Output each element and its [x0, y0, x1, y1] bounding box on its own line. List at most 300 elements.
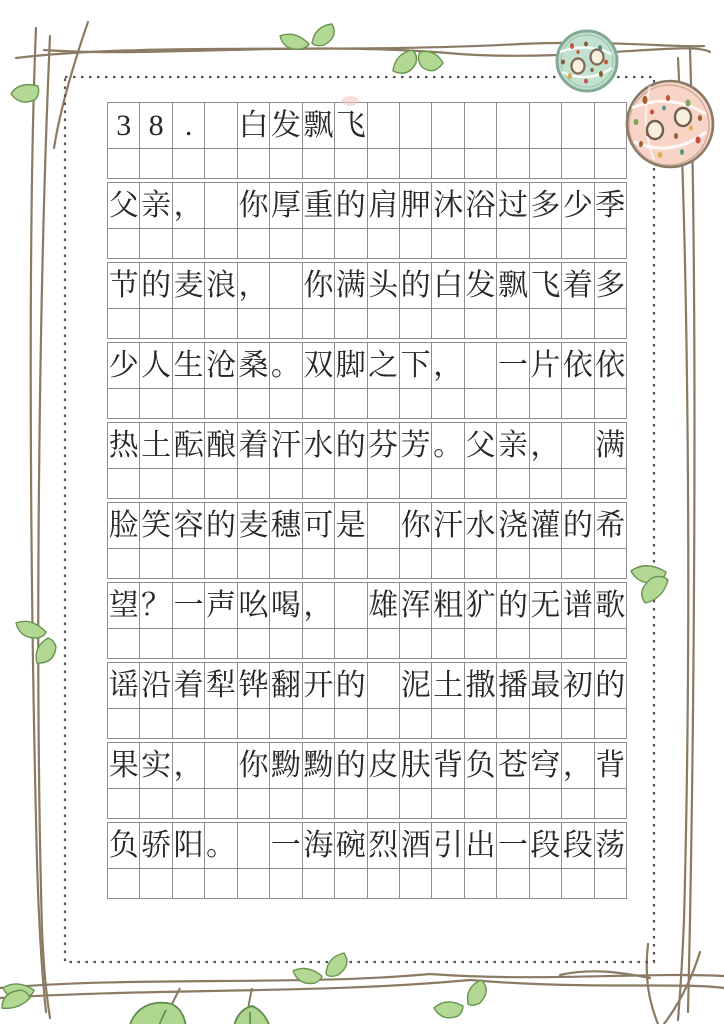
big-leaf-icon — [233, 1006, 273, 1024]
text-row — [107, 582, 627, 627]
grid-cell-empty — [562, 147, 594, 179]
grid-cell-empty — [205, 103, 237, 149]
grid-line-unit — [107, 662, 627, 739]
grid-cell: 容 — [173, 503, 205, 549]
grid-cell: 桑 — [238, 343, 270, 389]
grid-cell-empty — [205, 867, 237, 899]
grid-cell-empty — [303, 307, 335, 339]
bottom-leaf-icon — [434, 1002, 463, 1018]
writing-grid — [107, 102, 627, 899]
grid-cell: 白 — [238, 103, 270, 149]
grid-cell: 开 — [303, 663, 335, 709]
grid-cell: 满 — [595, 423, 627, 469]
grid-cell-empty — [173, 147, 205, 179]
grid-cell: 沐 — [432, 183, 464, 229]
grid-cell-empty — [562, 707, 594, 739]
grid-cell: 段 — [562, 823, 594, 869]
grid-cell: 骄 — [140, 823, 172, 869]
grid-line-unit — [107, 262, 627, 339]
grid-cell: 你 — [238, 183, 270, 229]
grid-cell-empty — [205, 147, 237, 179]
grid-cell: 多 — [530, 183, 562, 229]
grid-cell: 犁 — [205, 663, 237, 709]
grid-cell-empty — [432, 103, 464, 149]
grid-cell-empty — [497, 707, 529, 739]
grid-cell-empty — [595, 547, 627, 579]
grid-cell-empty — [108, 227, 140, 259]
grid-cell-empty — [497, 787, 529, 819]
mint-button-icon — [557, 31, 617, 91]
grid-cell-empty — [432, 467, 464, 499]
grid-cell-empty — [595, 467, 627, 499]
grid-cell: 阳 — [173, 823, 205, 869]
grid-cell: 沧 — [205, 343, 237, 389]
text-row — [107, 822, 627, 867]
grid-cell-empty — [530, 467, 562, 499]
grid-cell: 的 — [335, 743, 367, 789]
grid-cell: 着 — [562, 263, 594, 309]
grid-cell-empty — [238, 227, 270, 259]
spacer-row — [107, 307, 627, 339]
grid-cell-empty — [432, 387, 464, 419]
grid-cell: 飘 — [497, 263, 529, 309]
grid-cell-empty — [238, 787, 270, 819]
grid-cell: 头 — [368, 263, 400, 309]
grid-cell-empty — [595, 707, 627, 739]
grid-cell-empty — [497, 147, 529, 179]
grid-cell-empty — [270, 787, 302, 819]
grid-cell-empty — [465, 307, 497, 339]
grid-cell: 满 — [335, 263, 367, 309]
grid-cell-empty — [303, 627, 335, 659]
grid-cell: 无 — [530, 583, 562, 629]
bottom-vine — [0, 944, 724, 1024]
grid-cell-empty — [432, 547, 464, 579]
grid-cell-empty — [108, 387, 140, 419]
grid-cell-empty — [108, 307, 140, 339]
grid-cell: 依 — [595, 343, 627, 389]
grid-cell-empty — [205, 787, 237, 819]
grid-cell-empty — [497, 547, 529, 579]
grid-cell-empty — [303, 867, 335, 899]
top-leaf-icon — [393, 50, 417, 73]
grid-cell: ， — [238, 263, 270, 309]
grid-cell: 依 — [562, 343, 594, 389]
grid-cell: 皮 — [368, 743, 400, 789]
grid-cell-empty — [562, 467, 594, 499]
grid-cell-empty — [140, 227, 172, 259]
grid-cell-empty — [303, 547, 335, 579]
text-row — [107, 182, 627, 227]
grid-cell: 热 — [108, 423, 140, 469]
grid-cell-empty — [595, 867, 627, 899]
grid-cell-empty — [432, 147, 464, 179]
grid-cell-empty — [205, 707, 237, 739]
bottom-leaf-icon — [293, 968, 322, 983]
grid-cell-empty — [400, 707, 432, 739]
big-leaf-icon — [128, 1003, 186, 1024]
grid-cell: 肩 — [368, 183, 400, 229]
text-row — [107, 662, 627, 707]
grid-cell: 土 — [140, 423, 172, 469]
grid-cell-empty — [173, 227, 205, 259]
grid-cell-empty — [465, 707, 497, 739]
grid-cell: 出 — [465, 823, 497, 869]
grid-cell: ， — [432, 343, 464, 389]
grid-cell-empty — [238, 467, 270, 499]
grid-cell-empty — [205, 467, 237, 499]
grid-cell: 着 — [238, 423, 270, 469]
grid-cell-empty — [400, 787, 432, 819]
grid-cell-empty — [400, 147, 432, 179]
grid-cell: ， — [173, 743, 205, 789]
grid-cell-empty — [108, 627, 140, 659]
grid-cell-empty — [335, 387, 367, 419]
grid-cell-empty — [368, 103, 400, 149]
grid-cell-empty — [497, 627, 529, 659]
mint-button-speckles — [561, 42, 608, 84]
grid-cell: 你 — [238, 743, 270, 789]
grid-cell-empty — [400, 227, 432, 259]
pink-button-speckles — [634, 95, 703, 158]
grid-cell-empty — [465, 867, 497, 899]
grid-cell: ， — [303, 583, 335, 629]
grid-cell-empty — [465, 547, 497, 579]
grid-cell-empty — [595, 103, 627, 149]
grid-cell: 酒 — [400, 823, 432, 869]
grid-cell-empty — [562, 627, 594, 659]
top-leaf-icon — [418, 51, 443, 70]
grid-cell: 穗 — [270, 503, 302, 549]
grid-cell-empty — [205, 547, 237, 579]
grid-cell-empty — [368, 227, 400, 259]
spacer-row — [107, 227, 627, 259]
grid-cell: 发 — [465, 263, 497, 309]
grid-cell: 麦 — [238, 503, 270, 549]
grid-cell: 歌 — [595, 583, 627, 629]
grid-cell: 声 — [205, 583, 237, 629]
grid-cell: 生 — [173, 343, 205, 389]
grid-cell: 亲 — [497, 423, 529, 469]
grid-cell-empty — [140, 547, 172, 579]
grid-cell-empty — [173, 547, 205, 579]
grid-cell-empty — [368, 547, 400, 579]
grid-cell-empty — [205, 227, 237, 259]
grid-cell-empty — [595, 227, 627, 259]
grid-cell-empty — [562, 307, 594, 339]
grid-cell: 浑 — [400, 583, 432, 629]
grid-cell-empty — [270, 147, 302, 179]
grid-cell-empty — [335, 467, 367, 499]
right-leaf-icon — [631, 566, 666, 583]
grid-cell-empty — [270, 387, 302, 419]
grid-cell-empty — [465, 103, 497, 149]
grid-cell-empty — [530, 547, 562, 579]
grid-cell: 的 — [335, 183, 367, 229]
grid-cell-empty — [140, 867, 172, 899]
grid-line-unit — [107, 822, 627, 899]
grid-cell-empty — [108, 707, 140, 739]
grid-cell-empty — [432, 307, 464, 339]
grid-cell: 多 — [595, 263, 627, 309]
right-leaf-icon — [642, 576, 668, 603]
grid-cell: 粗 — [432, 583, 464, 629]
grid-cell-empty — [270, 547, 302, 579]
bottom-leaf-icon — [2, 990, 30, 1008]
bottom-leaf-icon — [3, 984, 34, 999]
grid-cell-empty — [140, 467, 172, 499]
grid-line-unit — [107, 582, 627, 659]
grid-cell-empty — [530, 867, 562, 899]
grid-cell-empty — [238, 147, 270, 179]
spacer-row — [107, 787, 627, 819]
grid-cell: 飞 — [335, 103, 367, 149]
grid-cell: 浴 — [465, 183, 497, 229]
grid-cell-empty — [238, 627, 270, 659]
grid-cell-empty — [400, 387, 432, 419]
text-row — [107, 502, 627, 547]
grid-cell: 海 — [303, 823, 335, 869]
spacer-row — [107, 467, 627, 499]
pink-button-icon — [627, 81, 713, 167]
grid-cell: 的 — [400, 263, 432, 309]
grid-cell-empty — [400, 467, 432, 499]
grid-cell: 酿 — [205, 423, 237, 469]
grid-cell-empty — [270, 707, 302, 739]
grid-cell: 重 — [303, 183, 335, 229]
grid-line-unit — [107, 422, 627, 499]
grid-cell-empty — [497, 387, 529, 419]
grid-cell: 的 — [562, 503, 594, 549]
grid-cell: 少 — [562, 183, 594, 229]
grid-cell: 黝 — [270, 743, 302, 789]
grid-cell-empty — [595, 787, 627, 819]
grid-cell-empty — [465, 227, 497, 259]
grid-cell: 发 — [270, 103, 302, 149]
grid-cell: 浇 — [497, 503, 529, 549]
grid-cell-empty — [368, 307, 400, 339]
grid-cell: 犷 — [465, 583, 497, 629]
grid-cell-empty — [562, 103, 594, 149]
grid-cell-empty — [335, 307, 367, 339]
grid-cell-empty — [432, 787, 464, 819]
grid-cell: 笑 — [140, 503, 172, 549]
grid-cell: 芬 — [368, 423, 400, 469]
grid-cell: 亲 — [140, 183, 172, 229]
grid-cell: 铧 — [238, 663, 270, 709]
grid-cell-empty — [368, 663, 400, 709]
grid-cell-empty — [108, 547, 140, 579]
grid-cell: . — [173, 103, 205, 149]
grid-cell-empty — [238, 867, 270, 899]
grid-cell: 飞 — [530, 263, 562, 309]
grid-cell-empty — [303, 787, 335, 819]
grid-cell-empty — [303, 387, 335, 419]
grid-cell: 你 — [303, 263, 335, 309]
grid-cell: 是 — [335, 503, 367, 549]
grid-cell-empty — [270, 307, 302, 339]
grid-cell: 撒 — [465, 663, 497, 709]
grid-cell: ， — [530, 423, 562, 469]
grid-cell-empty — [497, 467, 529, 499]
grid-cell-empty — [562, 867, 594, 899]
grid-cell: 着 — [173, 663, 205, 709]
grid-cell: 的 — [497, 583, 529, 629]
grid-cell-empty — [238, 307, 270, 339]
grid-cell-empty — [238, 547, 270, 579]
grid-cell: 少 — [108, 343, 140, 389]
grid-cell: 吆 — [238, 583, 270, 629]
grid-cell-empty — [303, 147, 335, 179]
grid-cell-empty — [173, 787, 205, 819]
hanging-leaf-icons — [128, 988, 273, 1024]
bottom-leaf-icon — [326, 953, 347, 976]
grid-cell: 苍 — [497, 743, 529, 789]
grid-cell-empty — [400, 307, 432, 339]
grid-cell: 之 — [368, 343, 400, 389]
grid-cell-empty — [530, 387, 562, 419]
grid-cell-empty — [368, 503, 400, 549]
grid-cell-empty — [497, 307, 529, 339]
grid-cell-empty — [530, 627, 562, 659]
grid-cell-empty — [595, 627, 627, 659]
grid-cell-empty — [432, 707, 464, 739]
left-leaf-icon — [16, 621, 46, 638]
grid-cell: 你 — [400, 503, 432, 549]
grid-cell: 双 — [303, 343, 335, 389]
grid-cell-empty — [595, 387, 627, 419]
grid-cell-empty — [270, 627, 302, 659]
grid-cell-empty — [238, 823, 270, 869]
grid-cell-empty — [140, 627, 172, 659]
grid-cell-empty — [335, 227, 367, 259]
grid-cell-empty — [368, 707, 400, 739]
grid-cell-empty — [335, 787, 367, 819]
grid-cell: 水 — [303, 423, 335, 469]
grid-cell-empty — [205, 743, 237, 789]
grid-cell-empty — [205, 387, 237, 419]
grid-cell: 下 — [400, 343, 432, 389]
grid-cell: 可 — [303, 503, 335, 549]
grid-cell-empty — [108, 467, 140, 499]
grid-cell: ？ — [140, 583, 172, 629]
grid-cell: 泥 — [400, 663, 432, 709]
grid-cell: 水 — [465, 503, 497, 549]
grid-cell: 过 — [497, 183, 529, 229]
grid-cell-empty — [530, 307, 562, 339]
grid-cell: 8 — [140, 103, 172, 149]
grid-cell: 希 — [595, 503, 627, 549]
grid-cell-empty — [173, 467, 205, 499]
grid-cell-empty — [335, 583, 367, 629]
grid-cell: 浪 — [205, 263, 237, 309]
grid-cell-empty — [270, 867, 302, 899]
grid-cell-empty — [530, 707, 562, 739]
grid-line-unit — [107, 182, 627, 259]
grid-cell-empty — [530, 787, 562, 819]
grid-cell: 麦 — [173, 263, 205, 309]
grid-cell-empty — [270, 263, 302, 309]
grid-cell: 汗 — [270, 423, 302, 469]
spacer-row — [107, 147, 627, 179]
grid-cell: 灌 — [530, 503, 562, 549]
grid-line-unit — [107, 342, 627, 419]
grid-cell-empty — [368, 467, 400, 499]
grid-cell-empty — [368, 627, 400, 659]
grid-cell-empty — [140, 787, 172, 819]
grid-cell: 季 — [595, 183, 627, 229]
grid-cell: 引 — [432, 823, 464, 869]
grid-cell: 的 — [335, 663, 367, 709]
grid-cell-empty — [173, 307, 205, 339]
grid-cell-empty — [108, 787, 140, 819]
grid-cell-empty — [530, 227, 562, 259]
grid-cell: 播 — [497, 663, 529, 709]
grid-cell-empty — [303, 707, 335, 739]
grid-cell: 碗 — [335, 823, 367, 869]
grid-cell-empty — [173, 627, 205, 659]
left-leaf-icon — [11, 85, 39, 102]
grid-cell: ， — [562, 743, 594, 789]
grid-cell-empty — [400, 103, 432, 149]
grid-cell: 段 — [530, 823, 562, 869]
grid-cell: 沿 — [140, 663, 172, 709]
grid-cell: 最 — [530, 663, 562, 709]
text-row — [107, 742, 627, 787]
grid-cell-empty — [465, 627, 497, 659]
grid-line-unit — [107, 502, 627, 579]
grid-line-unit — [107, 102, 627, 179]
grid-cell-empty — [335, 627, 367, 659]
grid-cell: 望 — [108, 583, 140, 629]
grid-cell-empty — [562, 227, 594, 259]
grid-cell-empty — [595, 147, 627, 179]
grid-cell: 人 — [140, 343, 172, 389]
grid-cell-empty — [368, 387, 400, 419]
grid-cell: 肤 — [400, 743, 432, 789]
grid-cell-empty — [140, 707, 172, 739]
grid-cell-empty — [530, 103, 562, 149]
grid-cell-empty — [400, 867, 432, 899]
grid-cell: ， — [173, 183, 205, 229]
grid-cell: 谱 — [562, 583, 594, 629]
grid-cell: 土 — [432, 663, 464, 709]
grid-cell-empty — [400, 627, 432, 659]
grid-cell-empty — [140, 387, 172, 419]
grid-cell-empty — [303, 227, 335, 259]
grid-cell: 负 — [465, 743, 497, 789]
grid-line-unit — [107, 742, 627, 819]
grid-cell-empty — [465, 467, 497, 499]
grid-cell: 背 — [432, 743, 464, 789]
grid-cell-empty — [270, 467, 302, 499]
grid-cell: 片 — [530, 343, 562, 389]
grid-cell-empty — [465, 343, 497, 389]
grid-cell-empty — [205, 627, 237, 659]
grid-cell: 一 — [270, 823, 302, 869]
grid-cell-empty — [335, 547, 367, 579]
spacer-row — [107, 707, 627, 739]
grid-cell: 节 — [108, 263, 140, 309]
grid-cell-empty — [530, 147, 562, 179]
grid-cell-empty — [368, 867, 400, 899]
grid-cell: 荡 — [595, 823, 627, 869]
grid-cell: 芳 — [400, 423, 432, 469]
grid-cell-empty — [595, 307, 627, 339]
grid-cell-empty — [270, 227, 302, 259]
grid-cell: 的 — [205, 503, 237, 549]
grid-cell: 负 — [108, 823, 140, 869]
